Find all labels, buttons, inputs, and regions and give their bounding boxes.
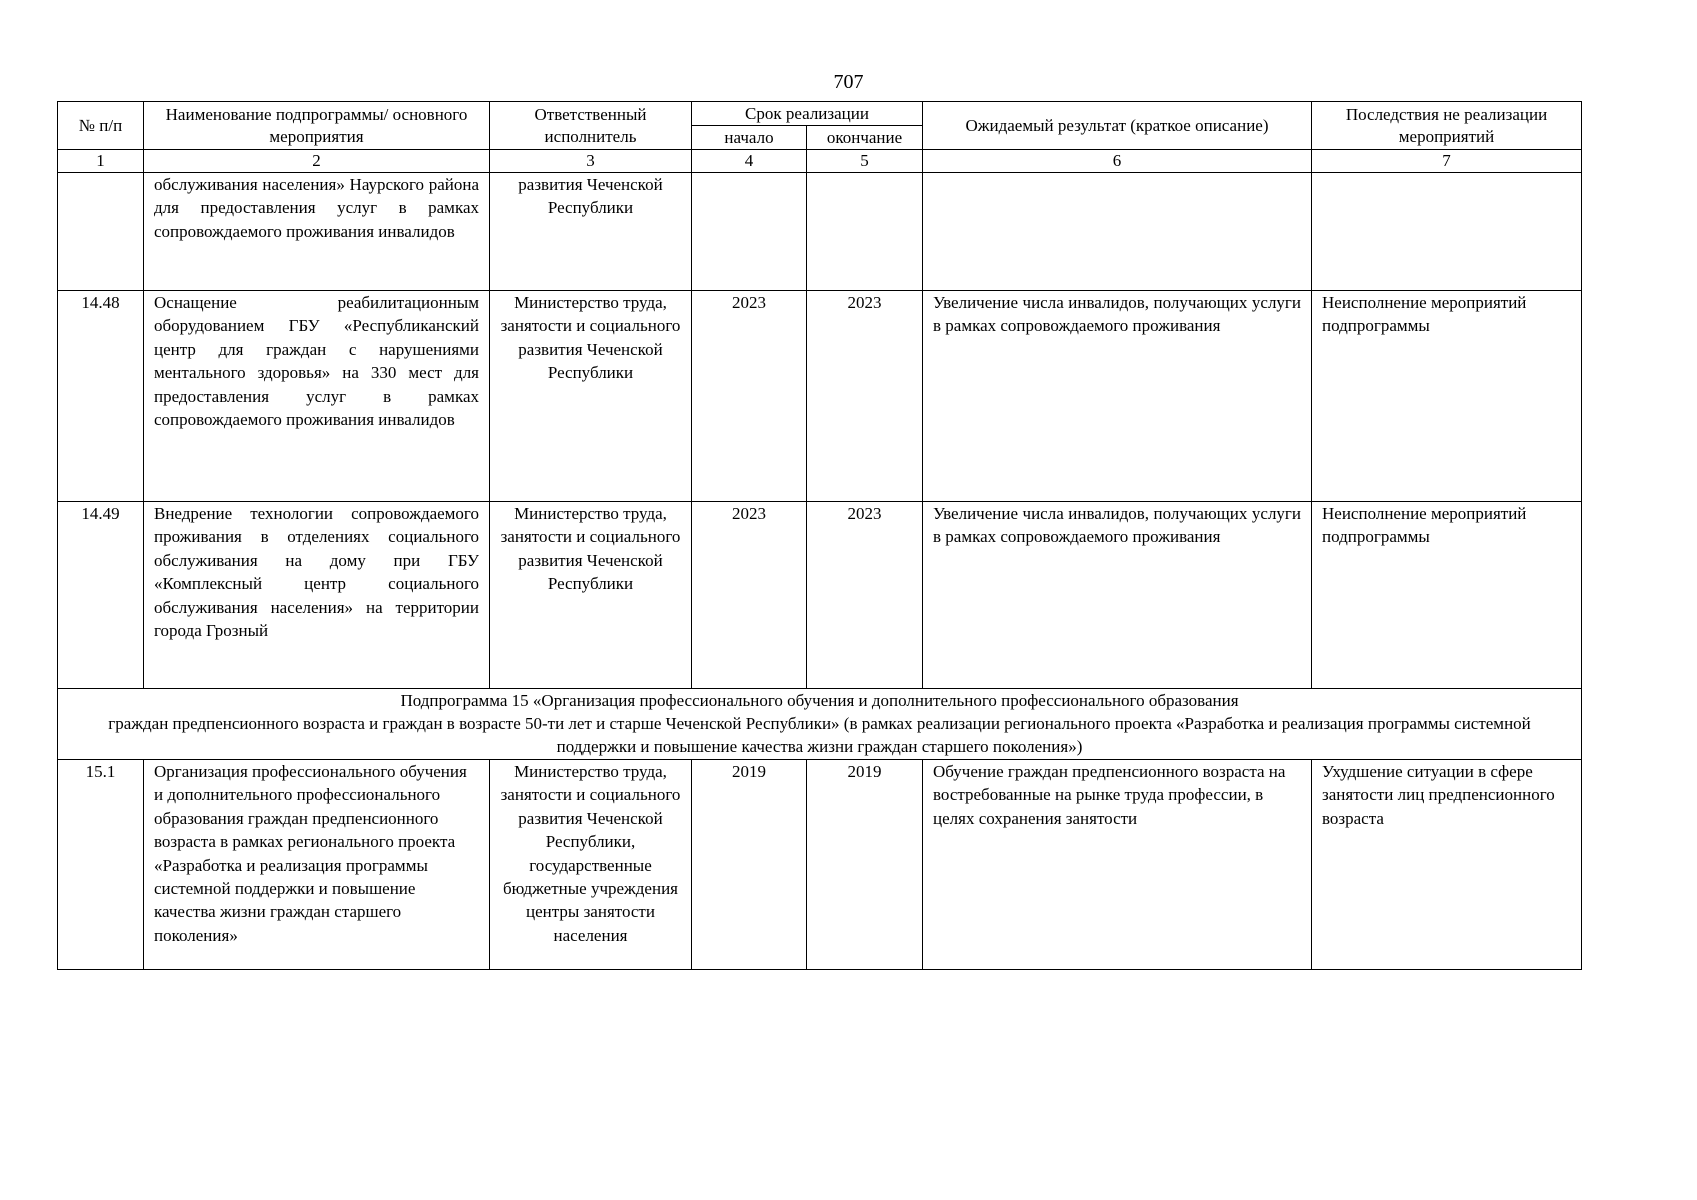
header-row: [58, 102, 1582, 126]
subprogram-title: [58, 689, 1582, 760]
table-row: [58, 760, 1582, 970]
row-result: Увеличение числа инвалидов, получающих услуги в рамках сопровождаемого проживания: [923, 502, 1312, 689]
column-number: 1: [58, 150, 144, 173]
row-name: Оснащение реабилитационным оборудованием ГБУ «Республиканский центр для граждан с нарушениями ментального здоровья» на 330 мест для предоставления услуг в рамках сопровождаемого проживания инвалидов: [144, 291, 490, 502]
header-result: Ожидаемый результат (краткое описание): [923, 102, 1312, 150]
row-end: 2023: [807, 502, 923, 689]
row-end: 2019: [807, 760, 923, 970]
row-result: [923, 173, 1312, 291]
program-table: [57, 101, 1582, 970]
row-consequences: [1312, 173, 1582, 291]
row-end: [807, 173, 923, 291]
row-num: 14.48: [58, 291, 144, 502]
column-number: 2: [144, 150, 490, 173]
row-executor: развития Чеченской Республики: [490, 173, 692, 291]
row-name: обслуживания населения» Наурского района для предоставления услуг в рамках сопровождаемого проживания инвалидов: [144, 173, 490, 291]
row-consequences: Неисполнение мероприятий подпрограммы: [1312, 291, 1582, 502]
header-start: начало: [692, 126, 807, 150]
row-name: Внедрение технологии сопровождаемого проживания в отделениях социального обслуживания на дому при ГБУ «Комплексный центр социального обслуживания населения» на территории города Грозный: [144, 502, 490, 689]
row-start: 2019: [692, 760, 807, 970]
header-num: № п/п: [58, 102, 144, 150]
row-num: 15.1: [58, 760, 144, 970]
table-row: [58, 502, 1582, 689]
header-name: Наименование подпрограммы/ основного мероприятия: [144, 102, 490, 150]
row-executor: Министерство труда, занятости и социального развития Чеченской Республики: [490, 502, 692, 689]
header-end: окончание: [807, 126, 923, 150]
subprogram-line1: Подпрограмма 15 «Организация профессионального обучения и дополнительного профессионального образования: [400, 691, 1239, 710]
row-executor: Министерство труда, занятости и социального развития Чеченской Республики, государственные бюджетные учреждения центры занятости населения: [490, 760, 692, 970]
table-row: [58, 173, 1582, 291]
row-consequences: Ухудшение ситуации в сфере занятости лиц предпенсионного возраста: [1312, 760, 1582, 970]
column-number: 6: [923, 150, 1312, 173]
row-name: Организация профессионального обучения и дополнительного профессионального образования граждан предпенсионного возраста в рамках регионального проекта «Разработка и реализация программы системной поддержки и повышение качества жизни граждан старшего поколения»: [144, 760, 490, 970]
page-number: 707: [833, 71, 864, 93]
column-number: 5: [807, 150, 923, 173]
row-num: [58, 173, 144, 291]
column-number: 7: [1312, 150, 1582, 173]
row-end: 2023: [807, 291, 923, 502]
header-consequences: Последствия не реализации мероприятий: [1312, 102, 1582, 150]
column-number: 4: [692, 150, 807, 173]
row-num: 14.49: [58, 502, 144, 689]
row-start: 2023: [692, 291, 807, 502]
row-result: Увеличение числа инвалидов, получающих услуги в рамках сопровождаемого проживания: [923, 291, 1312, 502]
subprogram-row: [58, 689, 1582, 760]
header-executor: Ответственный исполнитель: [490, 102, 692, 150]
row-start: [692, 173, 807, 291]
subprogram-line2: граждан предпенсионного возраста и граждан в возрасте 50-ти лет и старше Чеченской Республики» (в рамках реализации регионального проекта «Разработка и реализация программы системной поддержки и повышение качества жизни граждан старшего поколения»): [108, 714, 1531, 756]
row-result: Обучение граждан предпенсионного возраста на востребованные на рынке труда профессии, в целях сохранения занятости: [923, 760, 1312, 970]
header-term: Срок реализации: [692, 102, 923, 126]
row-consequences: Неисполнение мероприятий подпрограммы: [1312, 502, 1582, 689]
column-number: 3: [490, 150, 692, 173]
column-number-row: [58, 150, 1582, 173]
row-executor: Министерство труда, занятости и социального развития Чеченской Республики: [490, 291, 692, 502]
row-start: 2023: [692, 502, 807, 689]
table-row: [58, 291, 1582, 502]
